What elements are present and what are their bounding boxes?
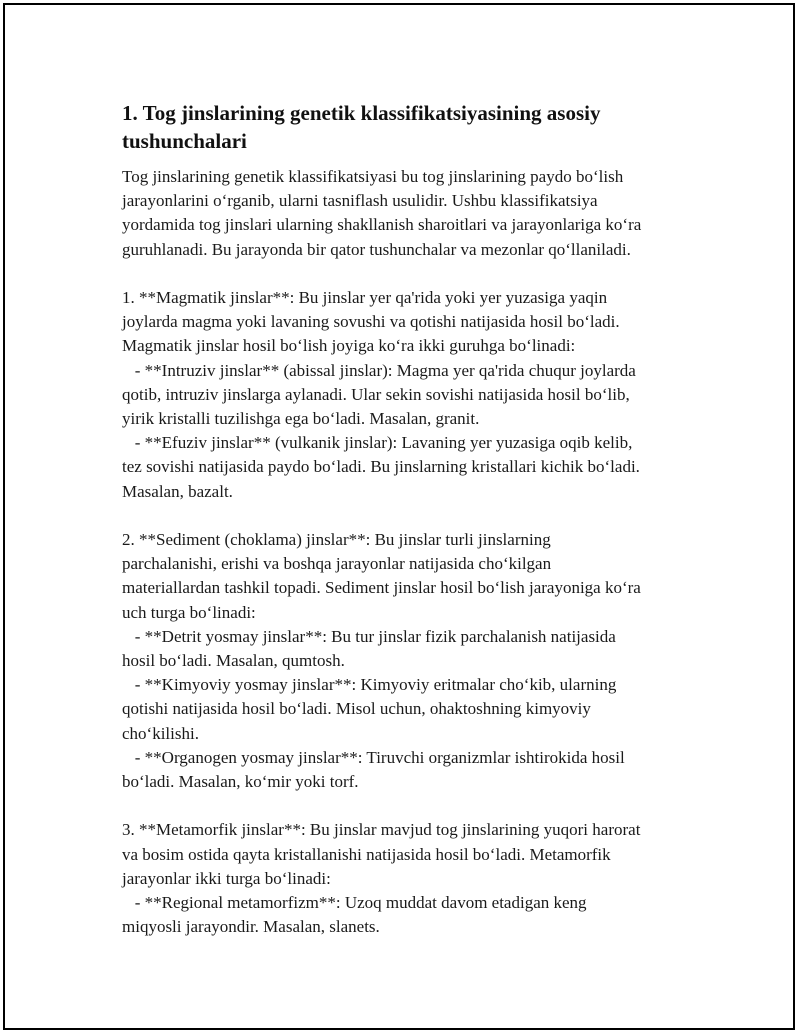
text-line: jarayonlar ikki turga bo‘linadi: <box>122 868 331 888</box>
text-line: uch turga bo‘linadi: <box>122 602 256 622</box>
text-line: miqyosli jarayondir. Masalan, slanets. <box>122 917 380 937</box>
document-content <box>122 99 697 964</box>
text-line: - **Kimyoviy yosmay jinslar**: Kimyoviy eritmalar cho‘kib, ularning <box>122 675 617 695</box>
text-line: - **Organogen yosmay jinslar**: Tiruvchi organizmlar ishtirokida hosil <box>122 747 625 767</box>
text-line: - **Intruziv jinslar** (abissal jinslar): Magma yer qa'rida chuqur joylarda <box>122 360 636 380</box>
title-line: tushunchalari <box>122 129 247 153</box>
text-line: hosil bo‘ladi. Masalan, qumtosh. <box>122 651 345 671</box>
text-line: parchalanishi, erishi va boshqa jarayonlar natijasida cho‘kilgan <box>122 554 552 574</box>
sedimentary-rocks-paragraph <box>122 528 697 794</box>
text-line: jarayonlarini o‘rganib, ularni tasniflash usulidir. Ushbu klassifikatsiya <box>122 191 598 211</box>
text-line: - **Efuziv jinslar** (vulkanik jinslar): Lavaning yer yuzasiga oqib kelib, <box>122 433 633 453</box>
text-line: tez sovishi natijasida paydo bo‘ladi. Bu jinslarning kristallari kichik bo‘ladi. <box>122 457 640 477</box>
metamorphic-rocks-paragraph <box>122 818 697 939</box>
text-line: - **Detrit yosmay jinslar**: Bu tur jinslar fizik parchalanish natijasida <box>122 626 616 646</box>
text-line: joylarda magma yoki lavaning sovushi va qotishi natijasida hosil bo‘ladi. <box>122 312 620 332</box>
text-line: qotib, intruziv jinslarga aylanadi. Ular sekin sovishi natijasida hosil bo‘lib, <box>122 384 630 404</box>
text-line: cho‘kilishi. <box>122 723 199 743</box>
page-frame <box>3 3 795 1030</box>
text-line: va bosim ostida qayta kristallanishi natijasida hosil bo‘ladi. Metamorfik <box>122 844 611 864</box>
magmatic-rocks-paragraph <box>122 286 697 504</box>
section-title <box>122 99 697 155</box>
text-line: guruhlanadi. Bu jarayonda bir qator tushunchalar va mezonlar qo‘llaniladi. <box>122 239 631 259</box>
text-line: Masalan, bazalt. <box>122 481 233 501</box>
text-line: 2. **Sediment (choklama) jinslar**: Bu jinslar turli jinslarning <box>122 530 551 550</box>
text-line: 3. **Metamorfik jinslar**: Bu jinslar mavjud tog jinslarining yuqori harorat <box>122 820 641 840</box>
text-line: qotishi natijasida hosil bo‘ladi. Misol uchun, ohaktoshning kimyoviy <box>122 699 591 719</box>
text-line: materiallardan tashkil topadi. Sediment jinslar hosil bo‘lish jarayoniga ko‘ra <box>122 578 641 598</box>
text-line: Tog jinslarining genetik klassifikatsiyasi bu tog jinslarining paydo bo‘lish <box>122 167 624 186</box>
text-line: Magmatik jinslar hosil bo‘lish joyiga ko‘ra ikki guruhga bo‘linadi: <box>122 336 576 356</box>
title-line: 1. Tog jinslarining genetik klassifikatsiyasining asosiy <box>122 101 601 125</box>
text-line: yirik kristalli tuzilishga ega bo‘ladi. Masalan, granit. <box>122 409 480 429</box>
intro-paragraph <box>122 165 697 262</box>
text-line: 1. **Magmatik jinslar**: Bu jinslar yer qa'rida yoki yer yuzasiga yaqin <box>122 288 608 307</box>
text-line: bo‘ladi. Masalan, ko‘mir yoki torf. <box>122 772 359 792</box>
text-line: - **Regional metamorfizm**: Uzoq muddat davom etadigan keng <box>122 893 587 913</box>
text-line: yordamida tog jinslari ularning shakllanish sharoitlari va jarayonlariga ko‘ra <box>122 215 642 235</box>
